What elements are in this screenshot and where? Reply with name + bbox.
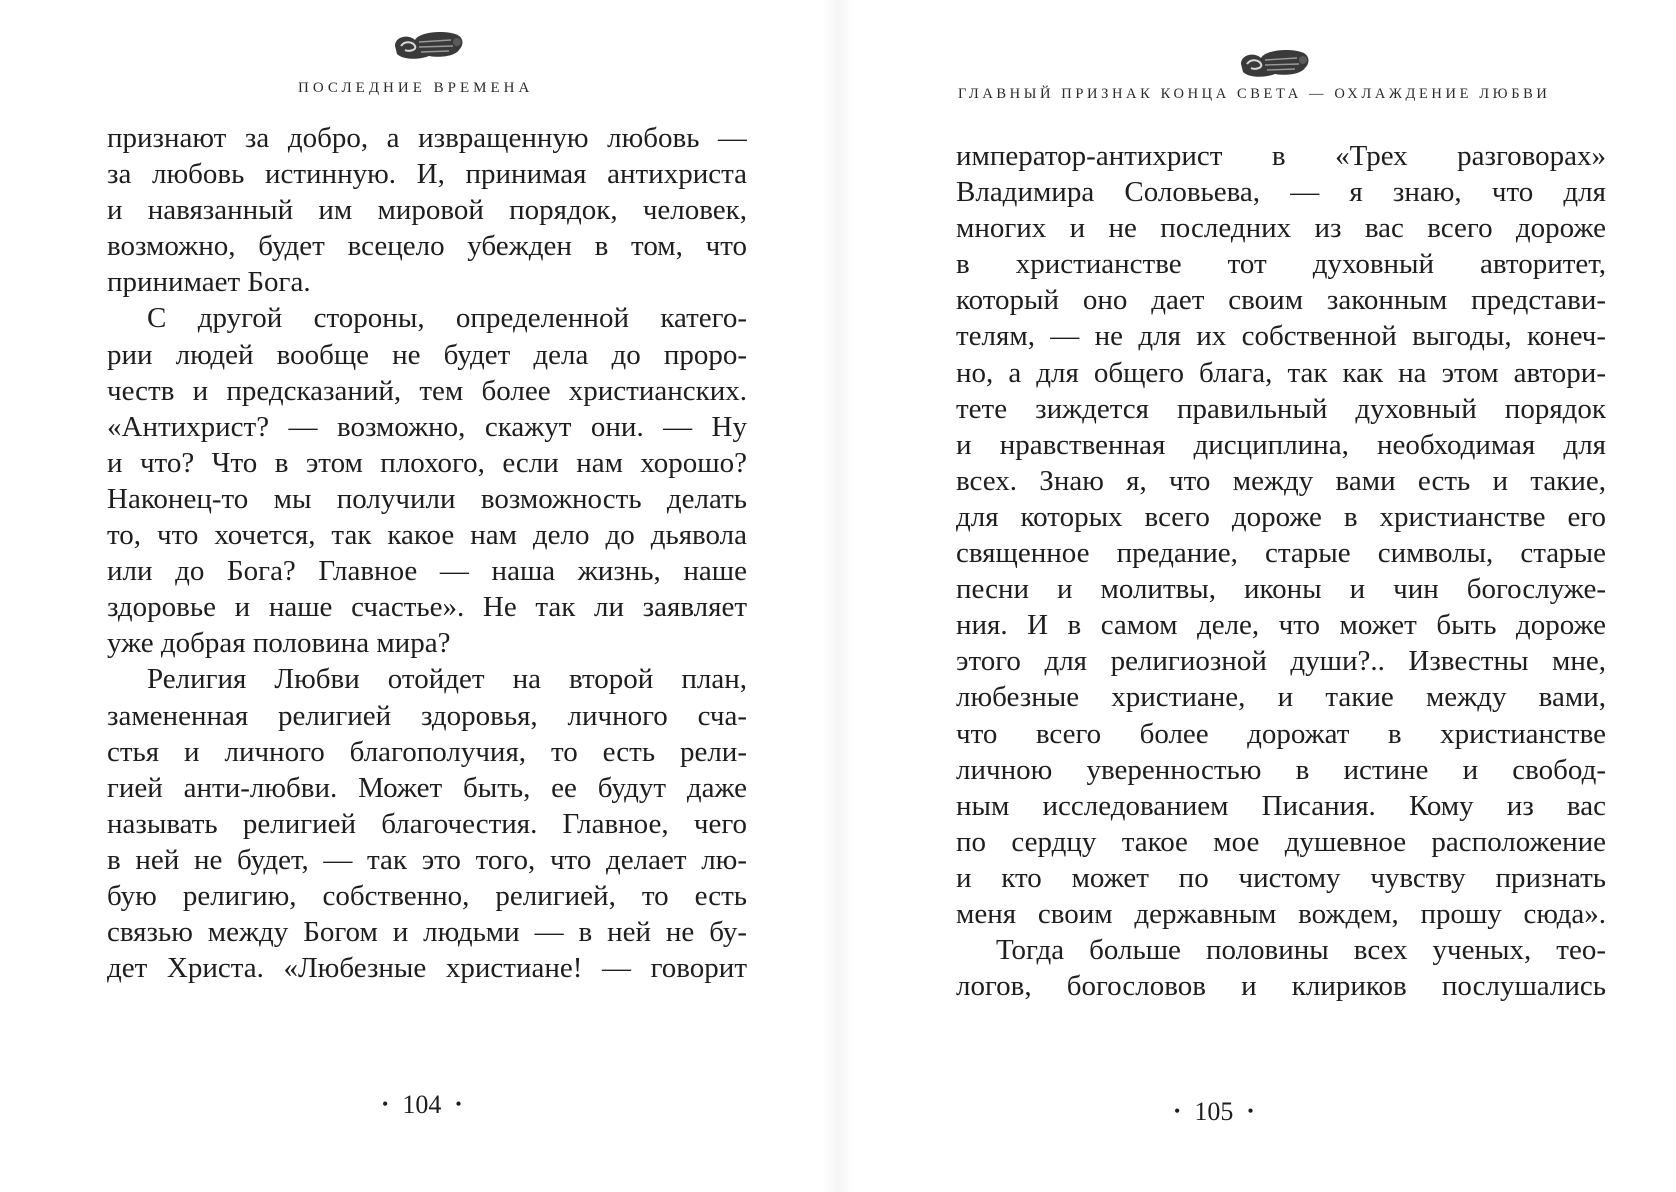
text-line: ния. И в самом деле, что может быть дороже xyxy=(956,609,1606,642)
text-line: и кто может по чистому чувству признать xyxy=(956,861,1606,894)
text-line: логов, богословов и клириков послушались xyxy=(956,970,1606,1003)
page-number xyxy=(1160,1097,1268,1127)
text-line: Наконец-то мы получили возможность делать xyxy=(107,482,747,515)
bullet-icon: • xyxy=(455,1093,462,1114)
text-line: бую религию, собственно, религией, то есть xyxy=(107,879,747,912)
body-text xyxy=(956,138,1606,1004)
text-line: рии людей вообще не будет дела до проро- xyxy=(107,338,747,371)
text-line: связью между Богом и людьми — в ней не бу- xyxy=(107,916,747,949)
text-line: по сердцу такое мое душевное расположение xyxy=(956,825,1606,858)
text-line: всех. Знаю я, что между вами есть и такие, xyxy=(956,464,1606,497)
text-line: любезные христиане, и такие между вами, xyxy=(956,681,1606,714)
text-line: Религия Любви отойдет на второй план, xyxy=(147,663,747,696)
text-line: то, что хочется, так какое нам дело до дьявола xyxy=(107,519,747,552)
text-line: гией анти-любви. Может быть, ее будут даже xyxy=(107,771,747,804)
text-line: этого для религиозной души?.. Известны мне, xyxy=(956,645,1606,678)
text-line: который оно дает своим законным представи- xyxy=(956,284,1606,317)
text-line: в ней не будет, — так это того, что делает лю- xyxy=(107,843,747,876)
text-line: телям, — не для их собственной выгоды, конеч- xyxy=(956,320,1606,353)
text-line: называть религией благочестия. Главное, чего xyxy=(107,807,747,840)
scroll-ornament-icon xyxy=(385,22,469,66)
text-line: замененная религией здоровья, личного сча- xyxy=(107,699,747,732)
text-line: личною уверенностью в истине и свобод- xyxy=(956,753,1606,786)
text-line: но, а для общего блага, так как на этом автори- xyxy=(956,356,1606,389)
text-line: стья и личного благополучия, то есть рели- xyxy=(107,735,747,768)
running-head: ПОСЛЕДНИЕ ВРЕМЕНА xyxy=(298,80,534,96)
body-text xyxy=(107,120,747,986)
text-line: за любовь истинную. И, принимая антихриста xyxy=(107,158,747,191)
text-line: и что? Что в этом плохого, если нам хорошо? xyxy=(107,446,747,479)
text-line: дет Христа. «Любезные христиане! — говорит xyxy=(107,952,747,985)
text-line: священное предание, старые символы, старые xyxy=(956,537,1606,570)
text-line: что всего более дорожат в христианстве xyxy=(956,717,1606,750)
bullet-icon: • xyxy=(1247,1100,1254,1121)
text-line: уже добрая половина мира? xyxy=(107,627,451,660)
bullet-icon: • xyxy=(382,1093,389,1114)
text-line: принимает Бога. xyxy=(107,266,311,299)
text-line: император-антихрист в «Трех разговорах» xyxy=(956,140,1606,172)
text-line: возможно, будет всецело убежден в том, что xyxy=(107,230,747,263)
text-line: и навязанный им мировой порядок, человек, xyxy=(107,194,747,227)
page-number xyxy=(368,1090,476,1120)
page-number-value: 105 xyxy=(1194,1097,1234,1126)
text-line: ным исследованием Писания. Кому из вас xyxy=(956,789,1606,822)
right-page xyxy=(838,0,1676,1192)
text-line: многих и не последних из вас всего дороже xyxy=(956,212,1606,245)
text-line: песни и молитвы, иконы и чин богослуже- xyxy=(956,573,1606,606)
text-line: и нравственная дисциплина, необходимая для xyxy=(956,428,1606,461)
page-number-value: 104 xyxy=(402,1090,442,1119)
text-line: или до Бога? Главное — наша жизнь, наше xyxy=(107,555,747,588)
text-line: Тогда больше половины всех ученых, тео- xyxy=(996,934,1606,967)
text-line: в христианстве тот духовный авторитет, xyxy=(956,248,1606,281)
running-head: ГЛАВНЫЙ ПРИЗНАК КОНЦА СВЕТА — ОХЛАЖДЕНИЕ ЛЮБВИ xyxy=(958,86,1551,102)
text-line: меня своим державным вождем, прошу сюда». xyxy=(956,897,1606,930)
scroll-ornament-icon xyxy=(1231,40,1315,84)
text-line: Владимира Соловьева, — я знаю, что для xyxy=(956,176,1606,209)
text-line: здоровье и наше счастье». Не так ли заявляет xyxy=(107,591,747,624)
bullet-icon: • xyxy=(1174,1100,1181,1121)
text-line: признают за добро, а извращенную любовь — xyxy=(107,122,747,154)
text-line: «Антихрист? — возможно, скажут они. — Ну xyxy=(107,410,747,443)
text-line: С другой стороны, определенной катего- xyxy=(147,302,747,335)
text-line: тете зиждется правильный духовный порядок xyxy=(956,392,1606,425)
text-line: честв и предсказаний, тем более христианских. xyxy=(107,374,747,407)
text-line: для которых всего дороже в христианстве его xyxy=(956,500,1606,533)
